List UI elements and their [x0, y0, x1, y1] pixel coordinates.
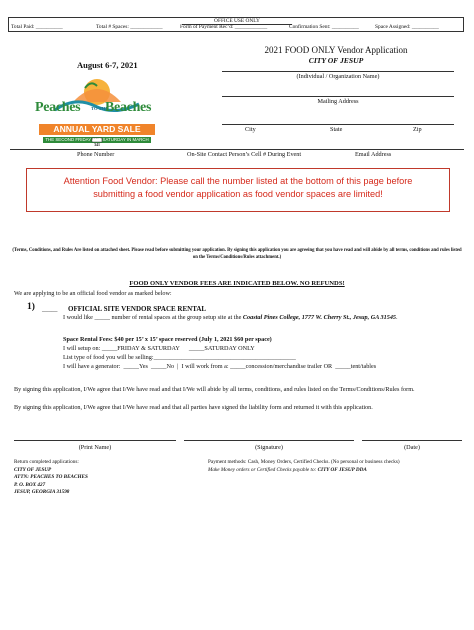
total-spaces-field: Total # Spaces: ____________ — [96, 24, 163, 30]
section-number: 1) — [27, 302, 35, 312]
return-label: Return completed applications: — [14, 459, 79, 465]
form-title: 2021 FOOD ONLY Vendor Application — [264, 45, 408, 55]
payable-to: CITY OF JESUP DDA — [317, 466, 367, 473]
individual-name-label: (Individual / Organization Name) — [296, 73, 380, 80]
logo-peaches-text: Peaches — [35, 100, 81, 115]
total-paid-field: Total Paid: __________ — [11, 24, 63, 30]
return-line-3: P. O. BOX 427 — [14, 481, 46, 488]
zip-label: Zip — [413, 126, 422, 133]
phone-number-label: Phone Number — [77, 151, 115, 158]
logo-tagline: THE SECOND FRIDAY AND SATURDAY IN MARCH — [45, 136, 149, 142]
mailing-address-line[interactable] — [222, 96, 454, 97]
terms-note: (Terms, Conditions, and Rules Are listed on attached sheet. Please read before submitting your application. By signing this application you are agreeing that you have read and will abide by all terms, conditions and rules listed on the Terms/Conditions/Rules attachment.) — [12, 248, 462, 260]
event-date: August 6-7, 2021 — [77, 60, 138, 70]
print-name-label: (Print Name) — [78, 444, 112, 451]
signature-label: (Signature) — [255, 444, 283, 451]
office-use-header: OFFICE USE ONLY — [182, 18, 292, 25]
peaches-to-beaches-logo — [33, 76, 161, 148]
state-label: State — [330, 126, 343, 133]
setup-day-line[interactable]: I will setup on: _____FRIDAY & SATURDAY _____SATURDAY ONLY — [63, 345, 255, 352]
logo-to-the-text: TO THE — [91, 106, 109, 111]
rental-request — [63, 314, 455, 322]
logo-annual-yard-sale: ANNUAL YARD SALE — [53, 124, 141, 134]
payable-line — [208, 467, 400, 475]
attention-notice: Attention Food Vendor: Please call the number listed at the bottom of this page before submitting a food vendor application as food vendor spaces are limited! — [26, 168, 450, 212]
email-address-label: Email Address — [355, 151, 392, 158]
date-line[interactable] — [362, 440, 462, 441]
payable-prefix: Make Money orders or Certified Checks payable to: — [208, 466, 317, 473]
rental-fees-line — [63, 336, 272, 343]
food-type-line[interactable]: List type of food you will be selling:______________________________________________ — [63, 354, 296, 361]
form-city: CITY OF JESUP — [308, 56, 364, 65]
return-line-1: CITY OF JESUP — [14, 466, 52, 473]
confirmation-field: Confirmation Sent: __________ — [289, 24, 359, 30]
city-label: City — [245, 126, 256, 133]
section-blank[interactable]: _____ — [42, 306, 58, 313]
logo-beaches-text: Beaches — [105, 100, 152, 115]
payment-methods: Payment methods: Cash, Money Orders, Certified Checks. (No personal or business checks) — [208, 459, 400, 465]
onsite-contact-label: On-Site Contact Person’s Cell # During Event — [187, 151, 302, 158]
route-shield-icon: 341 — [94, 142, 100, 147]
section-heading: OFFICIAL SITE VENDOR SPACE RENTAL — [68, 305, 207, 313]
date-label: (Date) — [404, 444, 420, 451]
signature-line[interactable] — [184, 440, 354, 441]
space-assigned-field: Space Assigned: __________ — [375, 24, 439, 30]
payment-form-field: Form of Payment Rec’d: ____________ — [180, 24, 268, 30]
agreement-terms: By signing this application, I/We agree that I/We have read and that I/We will abide by all terms, conditions, and rules listed on the Terms/Conditions/Rules form. — [14, 386, 415, 393]
venue-text: Coastal Pines College, 1777 W. Cherry St., Jesup, GA 31545 — [242, 314, 397, 321]
mailing-address-label: Mailing Address — [317, 98, 359, 105]
contact-line[interactable] — [10, 149, 464, 150]
venue-period: . — [396, 314, 398, 321]
fees-text: $40 per 15’ x 15’ space reserved (July 1, 2021 $60 per space) — [114, 336, 272, 343]
fees-label: Space Rental Fees: — [63, 336, 113, 343]
applying-statement: We are applying to be an official food vendor as marked below: — [14, 290, 172, 297]
city-state-zip-line[interactable] — [222, 124, 454, 125]
payment-info — [208, 459, 400, 474]
generator-line[interactable]: I will have a generator: _____Yes _____No | I will work from a: _____concession/merchandise trailer OR _____tent/tables — [63, 363, 377, 370]
print-name-line[interactable] — [14, 440, 176, 441]
individual-name-line[interactable] — [222, 71, 454, 72]
agreement-liability: By signing this application, I/We agree that I/We have read and that all parties have signed the liability form and returned it with this application. — [14, 404, 373, 411]
fees-notice: FOOD ONLY VENDOR FEES ARE INDICATED BELOW. NO REFUNDS! — [129, 280, 345, 287]
rental-request-text: I would like _____ number of rental spaces at the group setup site at the — [63, 314, 242, 321]
return-line-4: JESUP, GEORGIA 31598 — [14, 489, 70, 496]
return-line-2: ATTN: PEACHES TO BEACHES — [14, 474, 88, 481]
return-address — [14, 459, 88, 497]
